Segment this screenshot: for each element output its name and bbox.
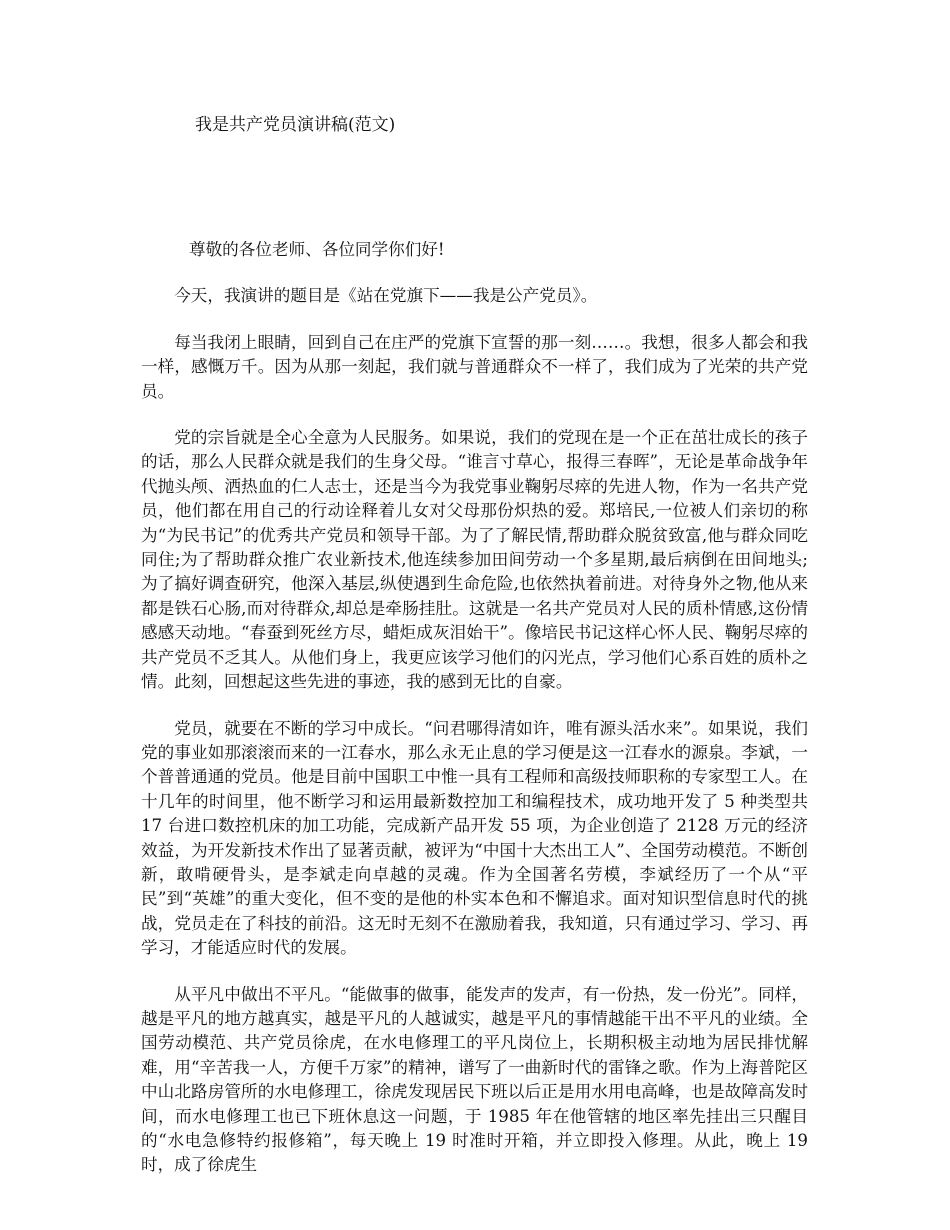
- document-body: [141, 238, 808, 1200]
- paragraph-ordinary: 从平凡中做出不平凡。“能做事的做事，能发声的发声，有一份热，发一份光”。同样，越是平凡的地方越真实，越是平凡的人越诚实，越是平凡的事情越能干出不平凡的业绩。全国劳动模范、共产党员徐虎，在水电修理工的平凡岗位上，长期积极主动地为居民排忧解难，用“辛苦我一人，方便千万家”的精神，谱写了一曲新时代的雷锋之歌。作为上海普陀区中山北路房管所的水电修理工，徐虎发现居民下班以后正是用水用电高峰，也是故障高发时间，而水电修理工也已下班休息这一问题，于 1985 年在他管辖的地区率先挂出三只醒目的“水电急修特约报修箱”，每天晚上 19 时准时开箱，并立即投入修理。从此，晚上 19 时，成了徐虎生: [141, 984, 808, 1175]
- paragraph-learning: 党员，就要在不断的学习中成长。“问君哪得清如许，唯有源头活水来”。如果说，我们党的事业如那滚滚而来的一江春水，那么永无止息的学习便是这一江春水的源泉。李斌，一个普普通通的党员。他是目前中国职工中惟一具有工程师和高级技师职称的专家型工人。在十几年的时间里，他不断学习和运用最新数控加工和编程技术，成功地开发了 5 种类型共 17 台进口数控机床的加工功能，完成新产品开发 55 项，为企业创造了 2128 万元的经济效益，为开发新技术作出了显著贡献，被评为“中国十大杰出工人”、全国劳动模范。不断创新，敢啃硬骨头，是李斌走向卓越的灵魂。作为全国著名劳模，李斌经历了一个从“平民”到“英雄”的重大变化，但不变的是他的朴实本色和不懈追求。面对知识型信息时代的挑战，党员走在了科技的前沿。这无时无刻不在激励着我，我知道，只有通过学习、学习、再学习，才能适应时代的发展。: [141, 718, 808, 958]
- document-title: 我是共产党员演讲稿(范文): [195, 115, 396, 135]
- salutation: 尊敬的各位老师、各位同学你们好!: [189, 240, 445, 259]
- paragraph-oath: 每当我闭上眼睛，回到自己在庄严的党旗下宣誓的那一刻……。我想，很多人都会和我一样，感慨万千。因为从那一刻起，我们就与普通群众不一样了，我们成为了光荣的共产党员。: [141, 332, 808, 401]
- paragraph-serve-people: 党的宗旨就是全心全意为人民服务。如果说，我们的党现在是一个正在茁壮成长的孩子的话，那么人民群众就是我们的生身父母。“谁言寸草心，报得三春晖”，无论是革命战争年代抛头颅、洒热血的仁人志士，还是当今为我党事业鞠躬尽瘁的先进人物，作为一名共产党员，他们都在用自己的行动诠释着儿女对父母那份炽热的爱。郑培民,一位被人们亲切的称为“为民书记”的优秀共产党员和领导干部。为了了解民情,帮助群众脱贫致富,他与群众同吃同住;为了帮助群众推广农业新技术,他连续参加田间劳动一个多星期,最后病倒在田间地头;为了搞好调查研究，他深入基层,纵使遇到生命危险,也依然执着前进。对待身外之物,他从来都是铁石心肠,而对待群众,却总是牵肠挂肚。这就是一名共产党员对人民的质朴情感,这份情感感天动地。“春蚕到死丝方尽，蜡炬成灰泪始干”。像培民书记这样心怀人民、鞠躬尽瘁的共产党员不乏其人。从他们身上，我更应该学习他们的闪光点，学习他们心系百姓的质朴之情。此刻，回想起这些先进的事迹，我的感到无比的自豪。: [141, 428, 808, 692]
- paragraph-topic: 今天，我演讲的题目是《站在党旗下——我是公产党员》。: [174, 286, 598, 306]
